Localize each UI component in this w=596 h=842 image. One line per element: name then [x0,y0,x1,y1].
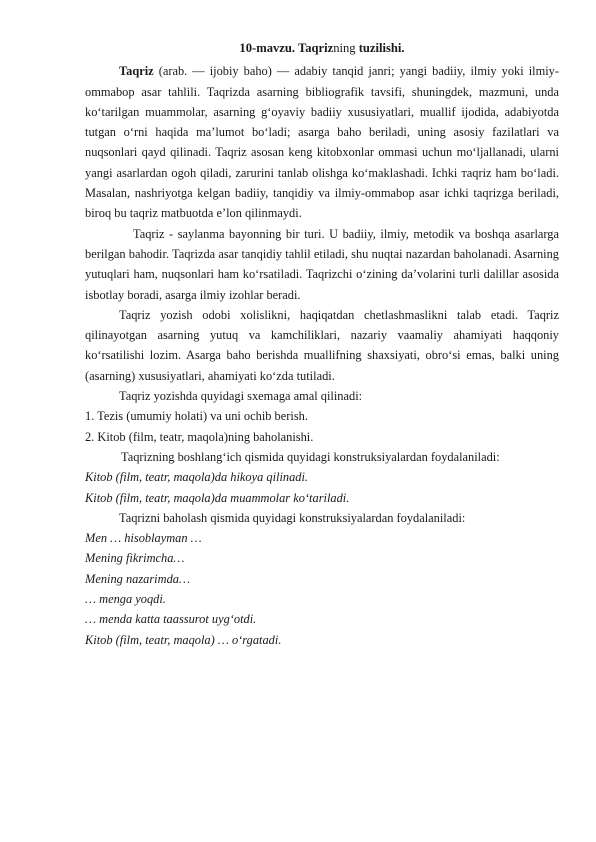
construction-item: Kitob (film, teatr, maqola) … o‘rgatadi. [85,632,282,647]
construction-item: Men … hisoblayman … [85,531,202,546]
construction-item: … menga yoqdi. [85,592,166,607]
construction-item: Mening fikrimcha… [85,551,185,566]
paragraph-selective-summary: Taqriz - saylanma bayonning bir turi. U badiiy, ilmiy, metodik va boshqa asarlarga berilgan bahodir. Taqrizda asar tanqidiy tahlil etiladi, shu nuqtai nazardan baholanadi. Asarning yutuqlari ham, nuqsonlari ham ko‘rsatiladi. Taqrizchi o‘zining da’volarini turli dalillar asosida isbotlay boradi, asarga ilmiy izohlar beradi. [85,226,559,302]
title-bold-end: tuzilishi. [355,41,405,55]
document-page [85,38,559,650]
title-normal-mid: ning [333,41,356,55]
list-item-tezis: 1. Tezis (umumiy holati) va uni ochib berish. [85,409,308,424]
construction-item: Kitob (film, teatr, maqola)da muammolar ko‘tariladi. [85,490,350,505]
paragraph-intro-constructions: Taqrizning boshlang‘ich qismida quyidagi konstruksiyalardan foydalaniladi: [121,449,500,464]
list-item-baholanishi: 2. Kitob (film, teatr, maqola)ning baholanishi. [85,429,314,444]
construction-item: Kitob (film, teatr, maqola)da hikoya qilinadi. [85,470,309,485]
term-taqriz: Taqriz [119,64,154,79]
title-bold-start: 10-mavzu. Taqriz [239,41,334,55]
definition-text: (arab. — ijobiy baho) — adabiy tanqid janri; yangi badiiy, ilmiy yoki ilmiy-ommabop asar tahlili. Taqrizda asarning bibliografik tavsifi, shuningdek, mazmuni, unda ko‘tarilgan muammolar, asarning g‘oyaviy badiiy xususiyatlari, muallif ijodida, adabiyotda tutgan o‘rni haqida ma’lumot bo‘ladi; asarga baho beriladi, uning asosiy fazilatlari va nuqsonlari qayd qilinadi. Taqriz asosan keng kitobxonlar ommasi uchun mo‘ljallanadi, ularni yangi asarlardan ogoh qiladi, zarurini tanlab olishga ko‘maklashadi. Ichki тaqriz ham bo‘ladi. Masalan, nashriyotga kelgan badiiy, tanqidiy va ilmiy-ommabop asar ichki taqrizga beriladi, biroq bu taqriz matbuotda e’lon qilinmaydi. [85,64,559,221]
paragraph-ethics: Taqriz yozish odobi xolislikni, haqiqatdan chetlashmaslikni talab etadi. Taqriz qilinayotgan asarning yutuq va kamchiliklari, nazariy vaamaliy ahamiyati haqqoniy ko‘rsatilishi lozim. Asarga baho berishda muallifning shaxsiyati, obro‘si emas, balki uning (asarning) xususiyatlari, ahamiyati ko‘zda tutiladi. [85,307,559,383]
construction-item: … menda katta taassurot uyg‘otdi. [85,612,257,627]
paragraph-definition [85,61,559,223]
construction-item: Mening nazarimda… [85,571,190,586]
paragraph-eval-constructions: Taqrizni baholash qismida quyidagi konstruksiyalardan foydalaniladi: [119,510,466,525]
page-title [85,38,559,58]
paragraph-scheme-intro: Taqriz yozishda quyidagi sxemaga amal qilinadi: [119,389,363,404]
